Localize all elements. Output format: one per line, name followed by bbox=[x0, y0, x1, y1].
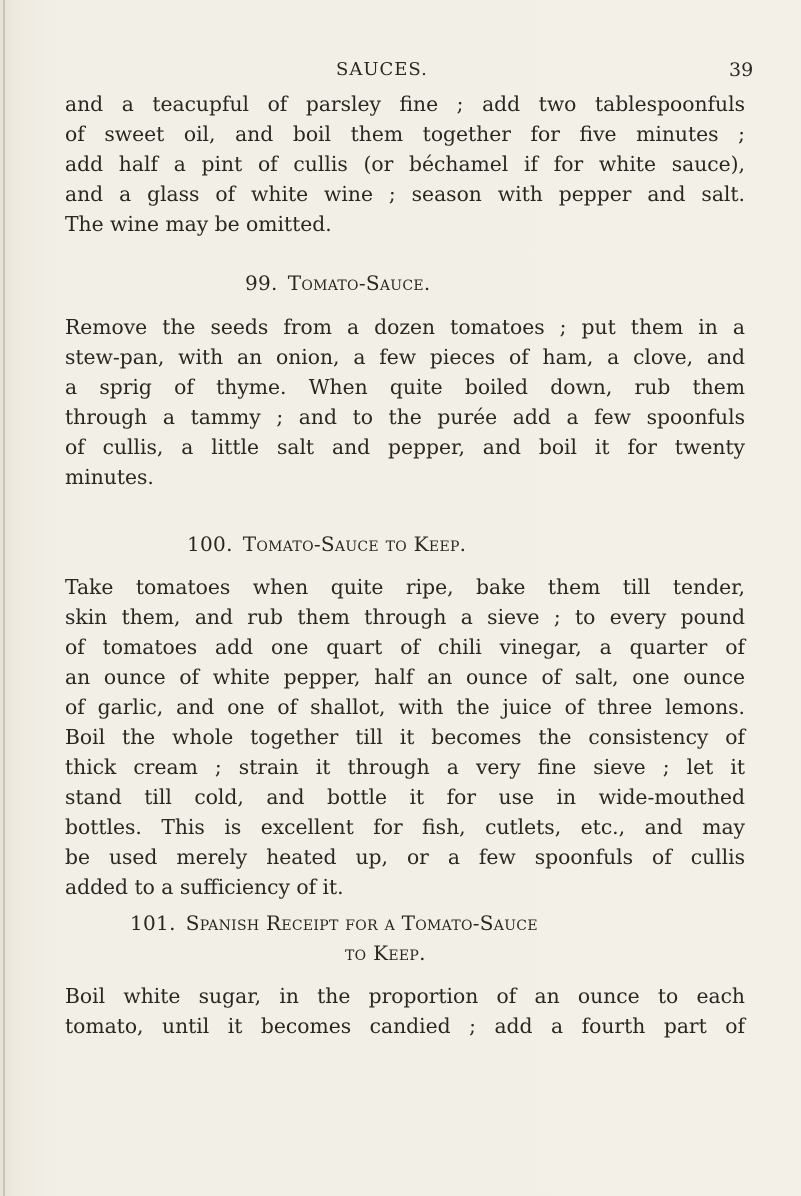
text-line: of tomatoes add one quart of chili vinegar, a quarter of bbox=[65, 635, 745, 659]
paragraph-intro bbox=[65, 89, 745, 239]
text-line: Boil white sugar, in the proportion of an ounce to each bbox=[65, 984, 745, 1008]
running-head: SAUCES. bbox=[336, 59, 428, 80]
text-line: stew-pan, with an onion, a few pieces of ham, a clove, and bbox=[65, 345, 745, 369]
recipe-title: Tomato-Sauce. bbox=[287, 271, 431, 295]
text-line: The wine may be omitted. bbox=[65, 212, 332, 236]
text-line: Boil the whole together till it becomes the consistency of bbox=[65, 725, 745, 749]
page-gutter-edge bbox=[3, 0, 5, 1196]
text-line: added to a sufficiency of it. bbox=[65, 875, 344, 899]
text-line: of garlic, and one of shallot, with the juice of three lemons. bbox=[65, 695, 745, 719]
recipe-heading-99 bbox=[245, 271, 431, 295]
text-line: be used merely heated up, or a few spoonfuls of cullis bbox=[65, 845, 745, 869]
text-line: minutes. bbox=[65, 465, 154, 489]
text-line: thick cream ; strain it through a very fine sieve ; let it bbox=[65, 755, 745, 779]
text-line: a sprig of thyme. When quite boiled down, rub them bbox=[65, 375, 745, 399]
recipe-number: 101. bbox=[130, 911, 176, 935]
page-number: 39 bbox=[729, 59, 754, 81]
text-line: Take tomatoes when quite ripe, bake them till tender, bbox=[65, 575, 745, 599]
recipe-heading-101-cont bbox=[345, 941, 426, 965]
text-line: and a teacupful of parsley fine ; add two tablespoonfuls bbox=[65, 92, 745, 116]
paragraph-99 bbox=[65, 312, 745, 492]
text-line: skin them, and rub them through a sieve ; to every pound bbox=[65, 605, 745, 629]
page-header bbox=[0, 59, 801, 83]
recipe-heading-101 bbox=[130, 911, 538, 935]
recipe-heading-100 bbox=[187, 532, 466, 556]
text-line: of sweet oil, and boil them together for five minutes ; bbox=[65, 122, 745, 146]
recipe-number: 99. bbox=[245, 271, 278, 295]
recipe-title: Tomato-Sauce to Keep. bbox=[242, 532, 467, 556]
text-line: tomato, until it becomes candied ; add a fourth part of bbox=[65, 1014, 745, 1038]
recipe-number: 100. bbox=[187, 532, 233, 556]
text-line: Remove the seeds from a dozen tomatoes ; put them in a bbox=[65, 315, 745, 339]
paragraph-101 bbox=[65, 981, 745, 1041]
recipe-title: Spanish Receipt for a Tomato-Sauce bbox=[185, 911, 538, 935]
text-line: bottles. This is excellent for fish, cutlets, etc., and may bbox=[65, 815, 745, 839]
text-line: and a glass of white wine ; season with pepper and salt. bbox=[65, 182, 745, 206]
text-line: an ounce of white pepper, half an ounce of salt, one ounce bbox=[65, 665, 745, 689]
text-line: through a tammy ; and to the purée add a few spoonfuls bbox=[65, 405, 745, 429]
text-line: of cullis, a little salt and pepper, and boil it for twenty bbox=[65, 435, 745, 459]
paragraph-100 bbox=[65, 572, 745, 902]
text-line: add half a pint of cullis (or béchamel if for white sauce), bbox=[65, 152, 745, 176]
text-line: stand till cold, and bottle it for use in wide-mouthed bbox=[65, 785, 745, 809]
recipe-title-continued: to Keep. bbox=[345, 941, 426, 965]
